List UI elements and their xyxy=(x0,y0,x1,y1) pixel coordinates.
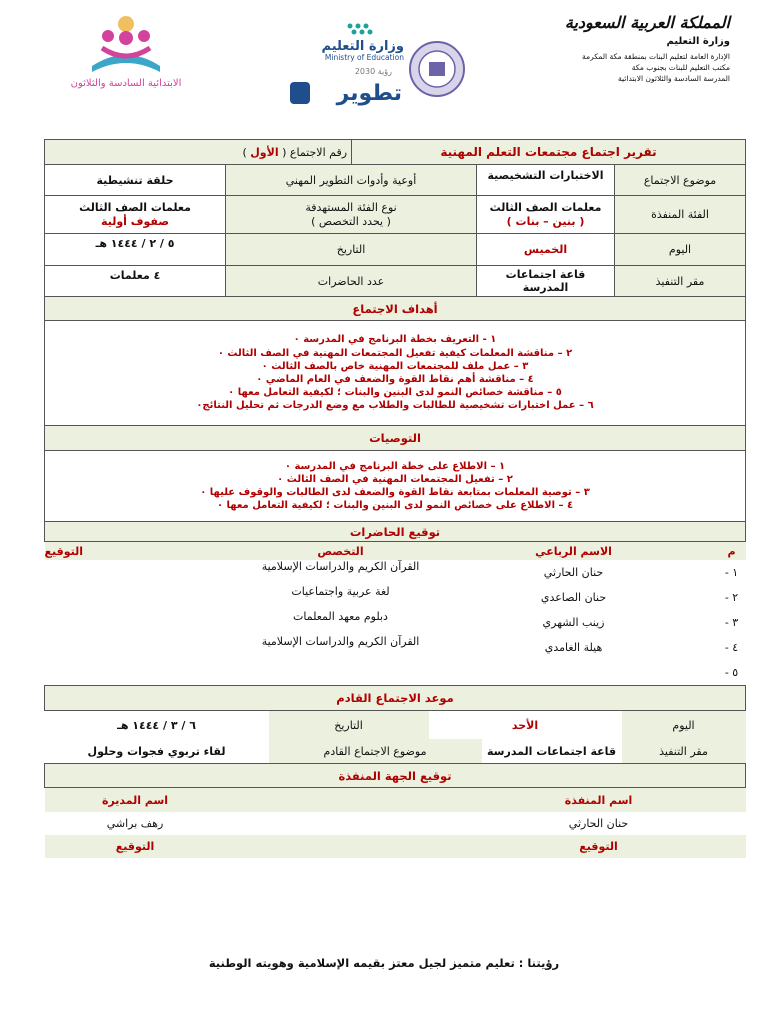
list-item: ٤ – مناقشة أهم نقاط القوة والضعف في العام الماضي ٠ xyxy=(256,374,534,385)
date-label: التاريخ xyxy=(226,234,477,266)
place-label: مقر التنفيذ xyxy=(615,266,746,297)
list-item: ٢ – تفعيل المجتمعات المهنية في الصف الثالث ٠ xyxy=(277,473,513,485)
director-sign-label: التوقيع xyxy=(115,840,155,853)
tools-value: أوعية وأدوات التطوير المهني xyxy=(226,165,477,196)
vision-text: رؤية 2030 xyxy=(354,67,392,76)
exec-sign-table xyxy=(45,788,746,883)
moe-logo-en: Ministry of Education xyxy=(324,53,404,62)
school-logo-text: الابتدائية السادسة والثلاثون xyxy=(70,78,182,89)
kingdom-name: المملكة العربية السعودية xyxy=(564,13,730,32)
list-item: ١ - التعريف بخطة البرنامج في المدرسة ٠ xyxy=(293,334,497,346)
next-meeting-wrap xyxy=(45,711,746,764)
director-label: اسم المديرة xyxy=(101,793,169,807)
ministry-header xyxy=(555,12,730,84)
director-signature-cell[interactable] xyxy=(45,858,226,883)
list-item: ٣ – توصية المعلمات بمتابعة نقاط القوة والضعف لدى الطالبات والوقوف عليها ٠ xyxy=(200,487,590,498)
day-value: الخميس xyxy=(477,234,615,266)
list-item: ٤ – الاطلاع على خصائص النمو لدى البنين والبنات ؛ لكيفية التعامل معها ٠ xyxy=(216,500,574,512)
goals-list xyxy=(45,321,746,426)
activity-value: حلقة تنشيطية xyxy=(45,165,226,196)
admin-line-2: مكتب التعليم للبنات بجنوب مكة xyxy=(631,63,730,72)
exec-sign-title: توقيع الجهة المنفذة xyxy=(45,764,746,788)
report-title: تقرير اجتماع مجتمعات التعلم المهنية xyxy=(352,140,746,165)
executor-sign-label: التوقيع xyxy=(579,840,618,853)
meeting-number: رقم الاجتماع ( الأول ) xyxy=(45,140,352,165)
list-item: ٢ – مناقشة المعلمات كيفية تفعيل المجتمعات المهنية في الصف الثالث ٠ xyxy=(217,347,573,359)
university-seal-icon xyxy=(408,40,466,98)
director-value: رهف براشي xyxy=(106,817,164,830)
attendees-value: ٤ معلمات xyxy=(45,266,226,297)
col-header-sign: التوقيع xyxy=(44,544,83,558)
target-group-value: معلمات الصف الثالث صفوف أولية xyxy=(45,196,226,234)
next-date-label: التاريخ xyxy=(269,711,429,739)
vision-footer: رؤيتنا : تعليم متميز لجيل معتز بقيمه الإسلامية وهويته الوطنية xyxy=(208,956,560,970)
attendance-table xyxy=(45,542,746,685)
next-meeting-title: موعد الاجتماع القادم xyxy=(45,686,746,711)
attendees-label: عدد الحاضرات xyxy=(226,266,477,297)
next-day-label: اليوم xyxy=(622,711,746,739)
topic-label: موضوع الاجتماع xyxy=(615,165,746,196)
exec-group-value: معلمات الصف الثالث ( بنين – بنات ) xyxy=(477,196,615,234)
executor-value: حنان الحارثي xyxy=(568,817,629,830)
next-place-value: قاعة اجتماعات المدرسة xyxy=(487,744,617,758)
exec-group-label: الفئة المنفذة xyxy=(615,196,746,234)
moe-logo-ar: وزارة التعليم xyxy=(321,39,404,54)
topic-value: الاختبارات التشخيصية xyxy=(477,165,615,196)
next-topic-label: موضوع الاجتماع القادم xyxy=(269,739,482,763)
table-row: ٥ - xyxy=(724,666,739,679)
moe-logo xyxy=(288,20,406,110)
next-date-value: ٦ / ٣ / ١٤٤٤ هـ xyxy=(117,718,196,732)
col-header-spec: التخصص xyxy=(317,544,364,558)
exec-sign-wrap xyxy=(45,788,746,884)
meeting-report-table xyxy=(44,139,746,883)
col-header-no: م xyxy=(727,544,736,558)
next-place-label: مقر التنفيذ xyxy=(622,739,746,763)
meeting-number-value: الأول xyxy=(250,145,279,159)
next-meeting-table xyxy=(45,711,746,763)
target-group-label: نوع الفئة المستهدفة ( يحدد التخصص ) xyxy=(226,196,477,234)
list-item: ٥ – مناقشة خصائص النمو لدى البنين والبنات ؛ لكيفية التعامل معها ٠ xyxy=(228,387,562,399)
school-logo xyxy=(62,14,190,94)
col-header-name: الاسم الرباعي xyxy=(535,544,612,558)
executor-signature-cell[interactable] xyxy=(452,858,746,883)
table-row: ١ - حنان الحارثي القرآن الكريم والدراسات الإسلامية xyxy=(261,560,739,579)
admin-line-3: المدرسة السادسة والثلاثون الابتدائية xyxy=(617,74,730,83)
attendance-table-wrap xyxy=(45,542,746,686)
executor-label: اسم المنفذة xyxy=(564,793,633,807)
list-item: ٣ – عمل ملف للمجتمعات المهنية خاص بالصف الثالث ٠ xyxy=(261,360,529,372)
date-value: ٥ / ٢ / ١٤٤٤ هـ xyxy=(45,234,226,266)
ministry-name: وزارة التعليم xyxy=(666,36,730,47)
next-day-value: الأحد xyxy=(511,718,539,732)
next-topic-value: لقاء تربوي فجوات وحلول xyxy=(87,744,226,758)
attendance-title: توقيع الحاضرات xyxy=(45,522,746,542)
list-item: ٦ – عمل اختبارات تشخيصية للطالبات والطلاب مع وضع الدرجات ثم تحليل النتائج٠ xyxy=(196,400,594,412)
day-label: اليوم xyxy=(615,234,746,266)
table-row: ٤ - هيلة الغامدي القرآن الكريم والدراسات الإسلامية xyxy=(261,635,739,654)
list-item: ١ – الاطلاع على خطة البرنامج في المدرسة ٠ xyxy=(284,460,506,472)
table-row: ٣ - زينب الشهري دبلوم معهد المعلمات xyxy=(293,610,739,629)
goals-title: أهداف الاجتماع xyxy=(45,297,746,321)
place-value: قاعة اجتماعات المدرسة xyxy=(477,266,615,297)
recommendations-list xyxy=(45,451,746,522)
tatweer-text: تطوير xyxy=(336,81,402,106)
recommendations-title: التوصيات xyxy=(45,426,746,451)
table-row: ٢ - حنان الصاعدي لغة عربية واجتماعيات xyxy=(291,585,739,604)
admin-line-1: الإدارة العامة لتعليم البنات بمنطقة مكة المكرمة xyxy=(582,52,730,61)
